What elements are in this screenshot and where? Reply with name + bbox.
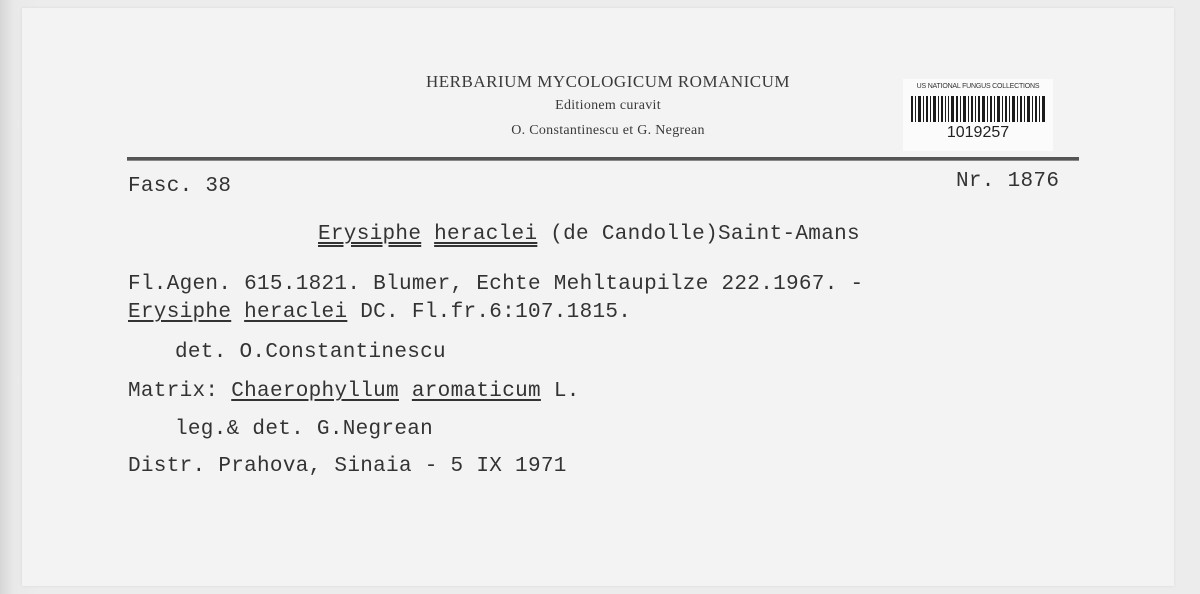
barcode-caption: US NATIONAL FUNGUS COLLECTIONS [916, 83, 1040, 90]
species-authority: (de Candolle)Saint-Amans [550, 223, 860, 246]
collector: leg.& det. G.Negrean [175, 418, 434, 441]
synonym-reference: DC. Fl.fr.6:107.1815. [360, 301, 632, 324]
edition-note: Editionem curavit [555, 98, 661, 113]
herbarium-title: HERBARIUM MYCOLOGICUM ROMANICUM [425, 72, 791, 91]
barcode-icon [911, 96, 1045, 122]
exsiccata-number: Nr. 1876 [956, 170, 1060, 193]
matrix-line [128, 380, 580, 403]
synonym-genus: Erysiphe [128, 301, 232, 324]
host-epithet: aromaticum [411, 380, 541, 403]
reference-line-2 [128, 301, 631, 324]
barcode-sticker [903, 79, 1053, 151]
barcode-number: 1019257 [946, 124, 1010, 141]
determiner: det. O.Constantinescu [175, 341, 446, 364]
species-epithet: heraclei [434, 223, 538, 246]
fascicle-number: Fasc. 38 [128, 175, 232, 198]
editors: O. Constantinescu et G. Negrean [511, 123, 705, 138]
locality-date: Distr. Prahova, Sinaia - 5 IX 1971 [128, 455, 567, 478]
species-name [318, 223, 860, 246]
matrix-label: Matrix: [128, 380, 219, 403]
synonym-epithet: heraclei [244, 301, 348, 324]
reference-line-1: Fl.Agen. 615.1821. Blumer, Echte Mehltaupilze 222.1967. - [128, 273, 864, 296]
host-author: L. [553, 380, 580, 403]
header-divider [127, 157, 1079, 161]
species-genus: Erysiphe [318, 223, 422, 246]
host-genus: Chaerophyllum [231, 380, 399, 403]
